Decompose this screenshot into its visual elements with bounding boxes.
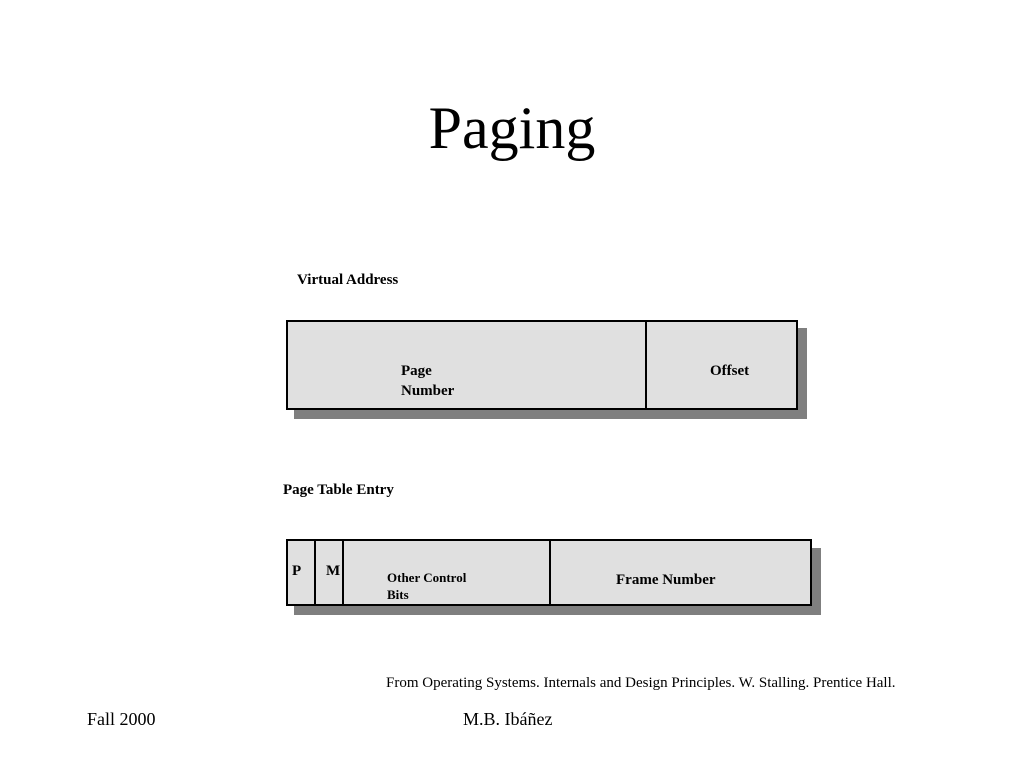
pte-divider-1	[314, 541, 316, 604]
virtual-address-divider	[645, 322, 647, 408]
page-number-line1: Page	[401, 363, 432, 379]
source-citation: From Operating Systems. Internals and Design Principles. W. Stalling. Prentice Hall.	[386, 675, 896, 691]
virtual-address-label: Virtual Address	[297, 272, 399, 288]
page-table-entry-label: Page Table Entry	[283, 482, 394, 498]
other-control-line1: Other Control	[387, 570, 467, 585]
virtual-address-diagram	[286, 320, 808, 420]
page-table-entry-box	[286, 539, 812, 606]
footer-author: M.B. Ibáñez	[463, 709, 553, 729]
footer-date: Fall 2000	[87, 709, 156, 729]
other-control-bits-field	[387, 569, 466, 603]
virtual-address-box	[286, 320, 798, 410]
slide-title: Paging	[428, 95, 596, 161]
pte-divider-3	[549, 541, 551, 604]
modify-bit-field: M	[326, 563, 341, 579]
other-control-line2: Bits	[387, 587, 409, 602]
page-number-line2: Number	[401, 383, 455, 399]
page-table-entry-diagram	[286, 539, 822, 616]
frame-number-field: Frame Number	[616, 572, 716, 588]
present-bit-field: P	[292, 563, 302, 579]
page-number-field	[401, 361, 454, 401]
offset-field: Offset	[710, 363, 750, 379]
pte-divider-2	[342, 541, 344, 604]
